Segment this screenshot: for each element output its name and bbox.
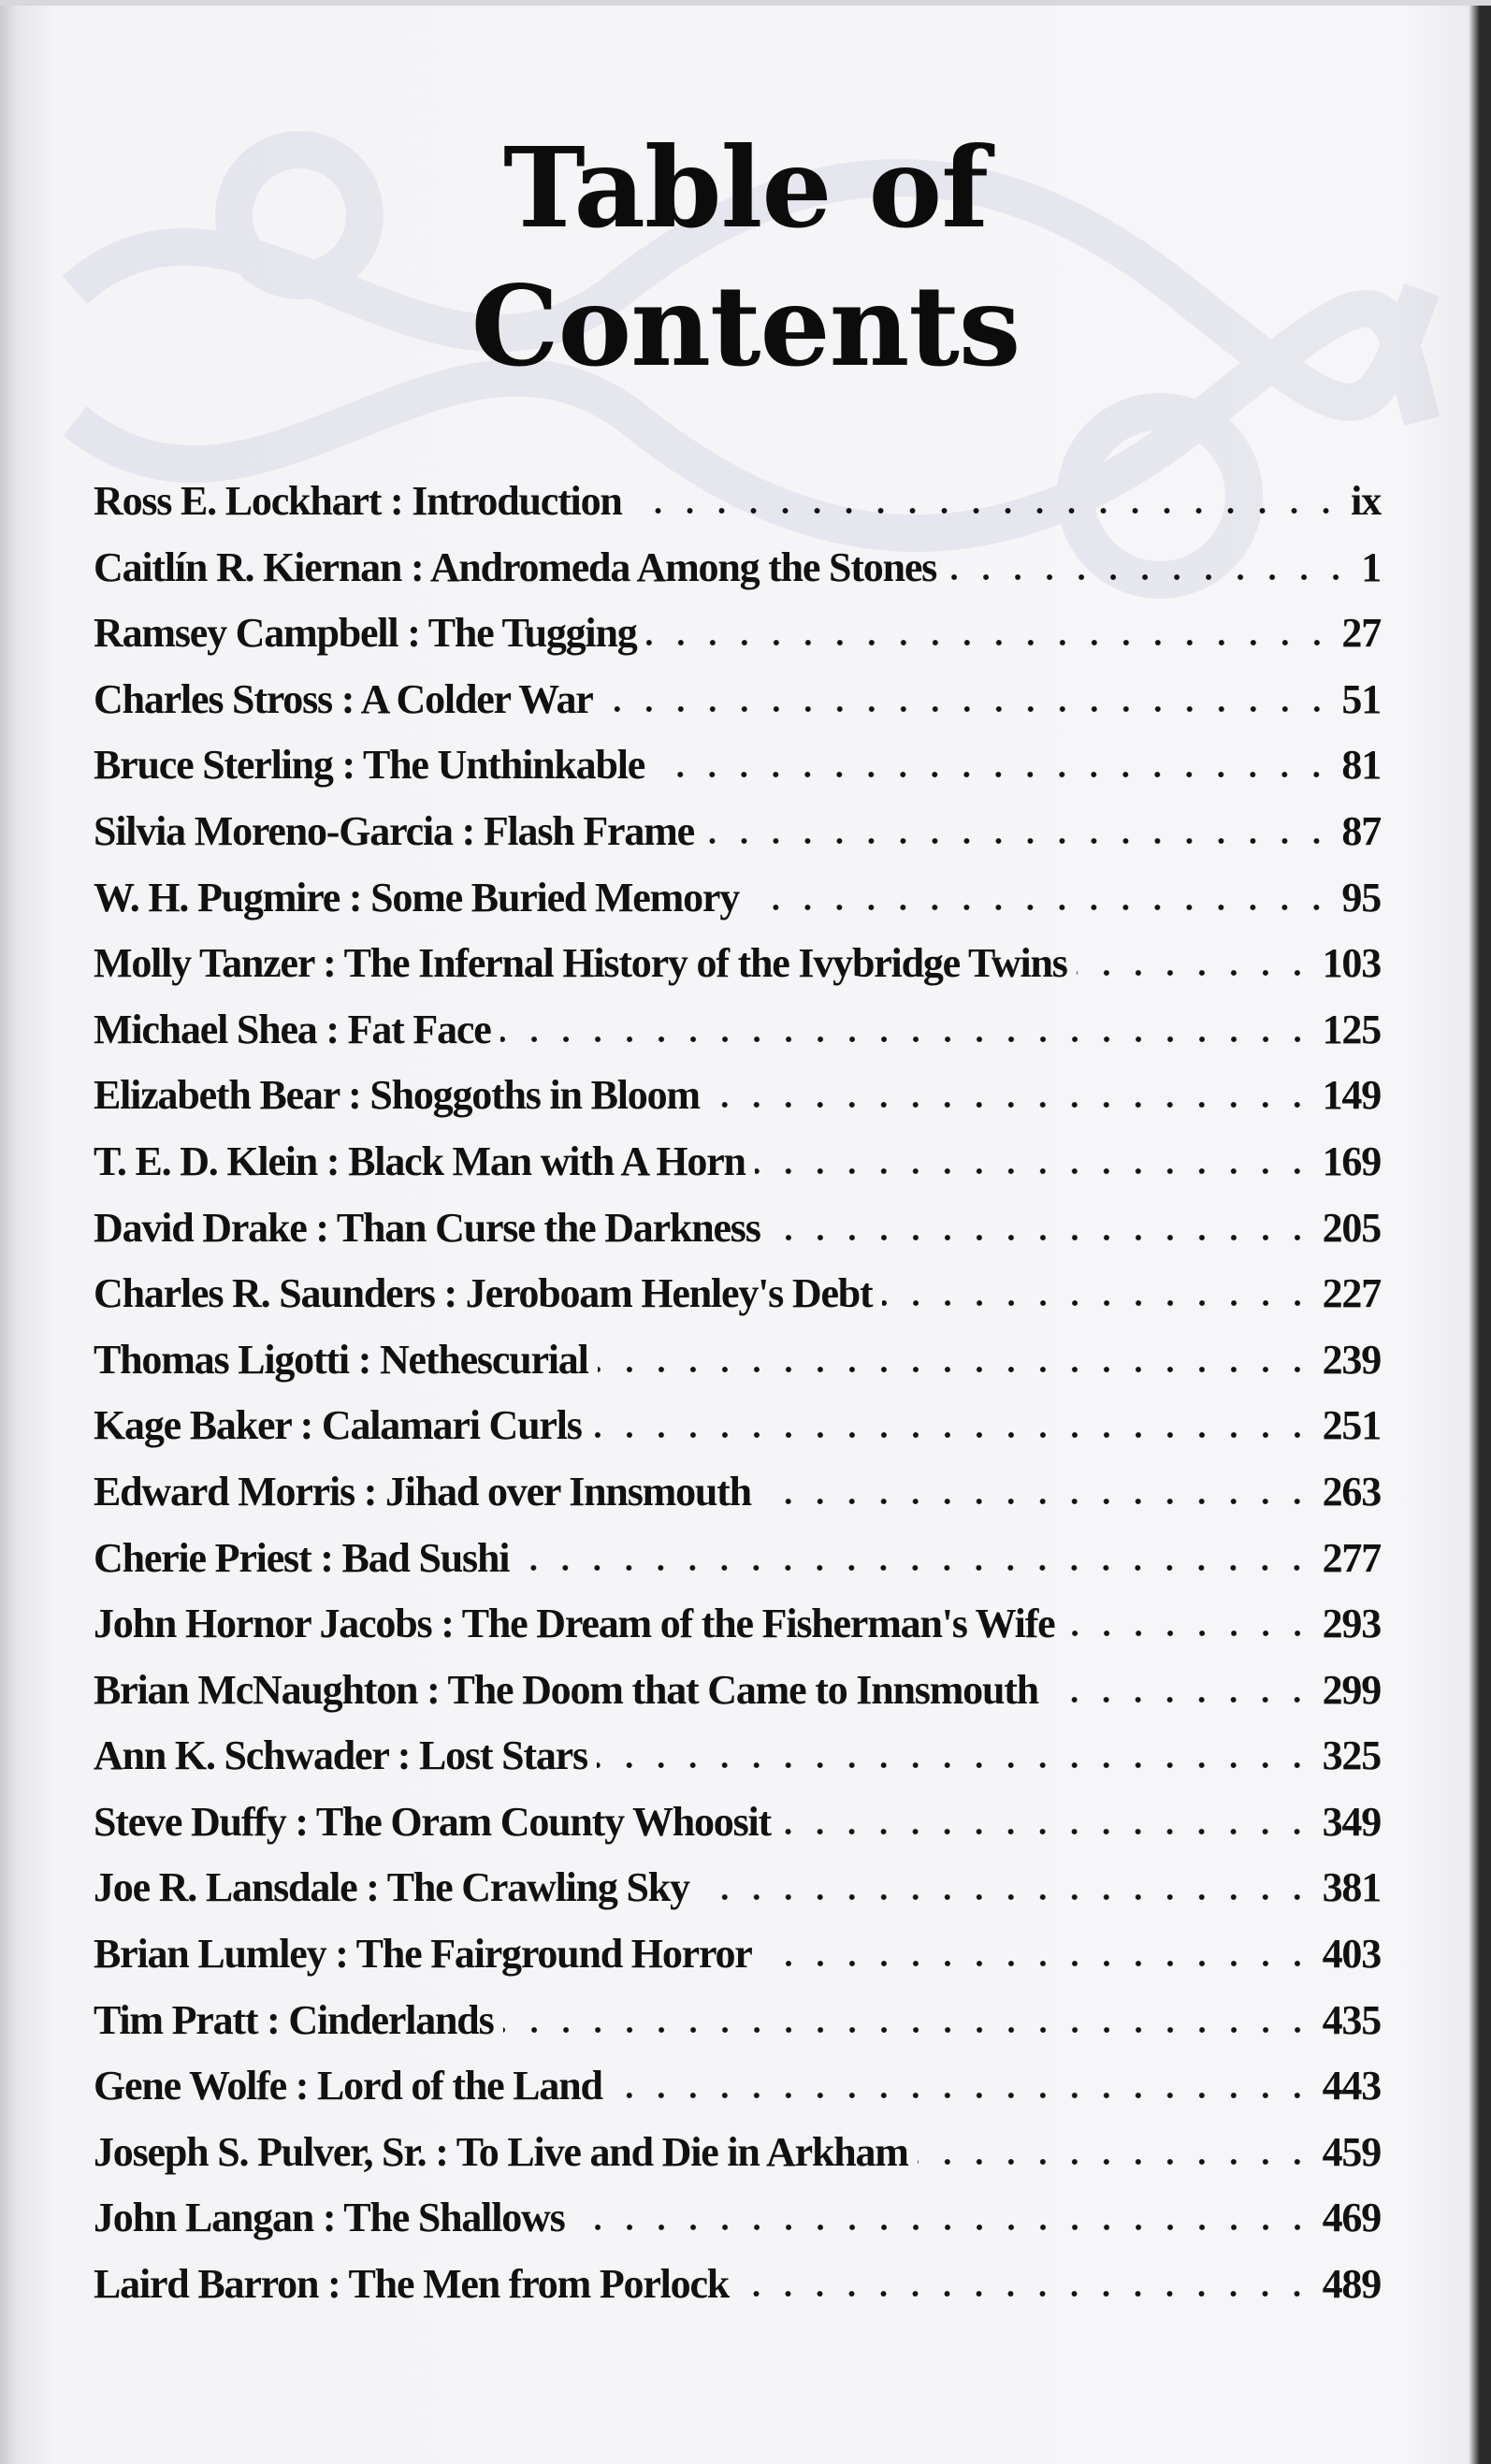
toc-story: Black Man with A Horn (348, 1138, 746, 1184)
dot-leader (1048, 1696, 1313, 1703)
toc-entry-title (94, 1600, 1055, 1647)
toc-author: Tim Pratt (94, 1996, 258, 2043)
page-title-line-2: Contents (470, 261, 1021, 391)
toc-entry (94, 1401, 1381, 1468)
toc-entry (94, 1071, 1381, 1138)
toc-page-number: ix (1351, 478, 1381, 524)
toc-author: Edward Morris (94, 1468, 355, 1515)
page-title-line-1: Table of (503, 123, 988, 253)
toc-page-number: 251 (1322, 1402, 1381, 1449)
toc-story: Fat Face (347, 1006, 491, 1052)
toc-author: Ann K. Schwader (94, 1732, 388, 1779)
toc-page-number: 149 (1322, 1072, 1381, 1119)
dot-leader (738, 2290, 1313, 2297)
toc-story: Some Buried Memory (370, 874, 740, 920)
dot-leader (1077, 969, 1313, 977)
toc-separator: : (426, 2128, 456, 2175)
toc-page-number: 277 (1322, 1534, 1381, 1581)
toc-entry-title (94, 741, 644, 789)
toc-story: The Men from Porlock (348, 2261, 730, 2308)
toc-separator: : (431, 1601, 462, 1647)
toc-page-number: 81 (1341, 742, 1381, 789)
toc-entry-title (94, 1930, 752, 1978)
toc-page-number: 403 (1322, 1931, 1381, 1978)
toc-separator: : (317, 1138, 349, 1184)
toc-author: Joseph S. Pulver, Sr. (94, 2128, 427, 2175)
toc-story: The Fairground Horror (355, 1931, 752, 1978)
toc-story: The Doom that Came to Innsmouth (447, 1666, 1038, 1713)
toc-page-number: 293 (1322, 1601, 1381, 1647)
toc-author: David Drake (94, 1204, 307, 1251)
toc-separator: : (313, 2195, 344, 2241)
toc-entry (94, 1732, 1381, 1798)
toc-author: Caitlín R. Kiernan (94, 544, 402, 590)
toc-story: Jeroboam Henley's Debt (465, 1270, 873, 1317)
toc-entry (94, 1600, 1381, 1666)
toc-entry-title (94, 1138, 746, 1185)
toc-separator: : (401, 544, 430, 590)
toc-separator: : (340, 874, 371, 920)
toc-story: The Unthinkable (362, 742, 645, 789)
toc-page-number: 87 (1341, 807, 1381, 854)
dot-leader (761, 1960, 1313, 1967)
toc-entry-title (94, 2260, 729, 2308)
dot-leader (612, 2092, 1313, 2099)
toc-entry (94, 1138, 1381, 1204)
toc-page-number: 239 (1322, 1336, 1381, 1383)
toc-page-number: 469 (1322, 2195, 1381, 2241)
toc-entry (94, 874, 1381, 940)
toc-page-number: 435 (1322, 1996, 1381, 2043)
toc-entry-title (94, 544, 936, 591)
toc-entry (94, 675, 1381, 742)
toc-entry (94, 1996, 1381, 2063)
dot-leader (780, 1828, 1313, 1835)
toc-separator: : (318, 2261, 349, 2308)
toc-story: Bad Sushi (341, 1534, 510, 1581)
toc-story: The Dream of the Fisherman's Wife (461, 1601, 1055, 1647)
toc-story: A Colder War (360, 675, 593, 722)
toc-author: Brian Lumley (94, 1931, 326, 1978)
dot-leader (770, 1234, 1313, 1241)
toc-entry (94, 1534, 1381, 1601)
dot-leader (518, 1564, 1312, 1572)
toc-page-number: 1 (1361, 544, 1381, 590)
toc-separator: : (306, 1204, 337, 1251)
toc-separator: : (434, 1270, 466, 1317)
toc-separator: : (356, 1864, 387, 1911)
toc-entry-title (94, 1996, 494, 2044)
toc-author: Kage Baker (94, 1402, 291, 1449)
dot-leader (597, 1761, 1313, 1769)
toc-entry-title (94, 609, 637, 657)
toc-story: The Shallows (343, 2195, 565, 2241)
dot-leader (760, 1498, 1313, 1505)
toc-entry (94, 807, 1381, 874)
toc-entry-title (94, 1468, 751, 1515)
dot-leader (703, 837, 1332, 845)
toc-author: Thomas Ligotti (94, 1336, 349, 1383)
toc-page-number: 51 (1341, 675, 1381, 722)
toc-author: Joe R. Lansdale (94, 1864, 357, 1911)
toc-entry-title (94, 1006, 491, 1053)
dot-leader (946, 573, 1352, 581)
toc-author: John Hornor Jacobs (94, 1601, 432, 1647)
dot-leader (500, 1036, 1313, 1043)
toc-entry (94, 1336, 1381, 1402)
toc-entry (94, 1798, 1381, 1864)
toc-author: T. E. D. Klein (94, 1138, 318, 1184)
toc-author: Ross E. Lockhart (94, 478, 382, 524)
toc-author: Molly Tanzer (94, 940, 314, 987)
toc-entry-title (94, 939, 1067, 987)
dot-leader (574, 2224, 1313, 2231)
toc-page-number: 125 (1322, 1006, 1381, 1052)
table-of-contents (94, 477, 1381, 2326)
toc-author: Charles Stross (94, 675, 332, 722)
toc-story: Shoggoths in Bloom (369, 1072, 700, 1119)
toc-separator: : (313, 940, 344, 987)
toc-entry (94, 2194, 1381, 2260)
toc-entry (94, 609, 1381, 675)
toc-page-number: 459 (1322, 2128, 1381, 2175)
dot-leader (654, 771, 1332, 778)
toc-page-number: 169 (1322, 1138, 1381, 1184)
dot-leader (748, 904, 1332, 911)
toc-separator: : (331, 675, 361, 722)
toc-entry-title (94, 874, 739, 921)
toc-story: To Live and Die in Arkham (456, 2128, 908, 2175)
toc-entry (94, 477, 1381, 544)
toc-entry-title (94, 477, 622, 525)
toc-separator: : (381, 478, 413, 524)
toc-page-number: 205 (1322, 1204, 1381, 1251)
dot-leader (591, 1431, 1313, 1439)
toc-entry (94, 1863, 1381, 1930)
toc-author: Steve Duffy (94, 1798, 286, 1845)
toc-page-number: 227 (1322, 1270, 1381, 1317)
toc-separator: : (285, 2063, 318, 2109)
dot-leader (602, 705, 1333, 713)
toc-author: Charles R. Saunders (94, 1270, 435, 1317)
dot-leader (755, 1167, 1313, 1175)
toc-page-number: 489 (1322, 2261, 1381, 2308)
toc-story: The Infernal History of the Ivybridge Twins (343, 940, 1067, 987)
toc-author: Brian McNaughton (94, 1666, 418, 1713)
dot-leader (709, 1101, 1313, 1109)
toc-author: W. H. Pugmire (94, 874, 340, 920)
toc-entry (94, 939, 1381, 1006)
toc-separator: : (332, 742, 363, 789)
toc-author: Laird Barron (94, 2261, 319, 2308)
toc-author: Silvia Moreno-Garcia (94, 807, 453, 854)
toc-entry (94, 741, 1381, 807)
toc-author: Michael Shea (94, 1006, 317, 1052)
toc-author: Gene Wolfe (94, 2063, 286, 2109)
toc-story: The Crawling Sky (386, 1864, 689, 1911)
toc-entry (94, 1269, 1381, 1336)
toc-separator: : (354, 1468, 385, 1515)
toc-author: Elizabeth Bear (94, 1072, 340, 1119)
toc-separator: : (326, 1931, 356, 1978)
toc-page-number: 95 (1341, 874, 1381, 920)
toc-story: Andromeda Among the Stones (429, 544, 937, 590)
dot-leader (503, 2026, 1313, 2034)
toc-story: Lost Stars (419, 1732, 587, 1779)
dot-leader (918, 2158, 1313, 2166)
toc-entry (94, 544, 1381, 610)
toc-entry-title (94, 1732, 587, 1779)
toc-entry-title (94, 1534, 509, 1582)
toc-page-number: 263 (1322, 1468, 1381, 1515)
toc-entry-title (94, 1269, 873, 1317)
dot-leader (699, 1893, 1313, 1901)
toc-entry-title (94, 1666, 1038, 1714)
toc-story: Jihad over Innsmouth (385, 1468, 751, 1515)
toc-story: Lord of the Land (317, 2063, 602, 2109)
toc-separator: : (257, 1996, 289, 2043)
toc-author: Ramsey Campbell (94, 610, 398, 657)
toc-author: Bruce Sterling (94, 742, 333, 789)
toc-entry-title (94, 2194, 565, 2241)
toc-page-number: 103 (1322, 940, 1381, 987)
toc-entry-title (94, 1336, 588, 1384)
toc-entry-title (94, 675, 593, 723)
toc-page-number: 349 (1322, 1798, 1381, 1845)
toc-separator: : (290, 1402, 322, 1449)
toc-entry-title (94, 1071, 700, 1119)
toc-story: Flash Frame (483, 807, 694, 854)
dot-leader (646, 639, 1333, 646)
toc-page-number: 299 (1322, 1666, 1381, 1713)
toc-entry-title (94, 1401, 582, 1449)
toc-story: The Oram County Whoosit (315, 1798, 772, 1845)
toc-entry (94, 2128, 1381, 2195)
dot-leader (598, 1366, 1313, 1373)
toc-separator: : (311, 1534, 342, 1581)
toc-entry (94, 1468, 1381, 1534)
toc-story: The Tugging (427, 610, 637, 657)
toc-page-number: 27 (1341, 610, 1381, 657)
toc-entry (94, 1666, 1381, 1732)
toc-entry-title (94, 2128, 908, 2176)
toc-entry-title (94, 2062, 602, 2109)
toc-page-number: 443 (1322, 2063, 1381, 2109)
toc-entry (94, 1930, 1381, 1996)
toc-entry (94, 1204, 1381, 1270)
toc-author: John Langan (94, 2195, 314, 2241)
toc-separator: : (387, 1732, 419, 1779)
toc-entry-title (94, 1863, 689, 1911)
toc-entry-title (94, 1798, 771, 1846)
toc-separator: : (285, 1798, 316, 1845)
dot-leader (631, 507, 1342, 515)
dot-leader (882, 1299, 1313, 1307)
toc-story: Than Curse the Darkness (336, 1204, 760, 1251)
page-top-edge (0, 0, 1491, 6)
toc-page-number: 381 (1322, 1864, 1381, 1911)
toc-author: Cherie Priest (94, 1534, 311, 1581)
toc-story: Nethescurial (379, 1336, 588, 1383)
toc-entry-title (94, 807, 694, 855)
toc-separator: : (452, 807, 484, 854)
toc-separator: : (417, 1666, 448, 1713)
toc-story: Calamari Curls (321, 1402, 582, 1449)
dot-leader (1064, 1630, 1313, 1637)
toc-story: Introduction (412, 478, 622, 524)
toc-entry (94, 2260, 1381, 2326)
toc-page-number: 325 (1322, 1732, 1381, 1779)
toc-separator: : (398, 610, 428, 657)
toc-entry (94, 1006, 1381, 1072)
toc-entry-title (94, 1204, 760, 1252)
toc-separator: : (348, 1336, 380, 1383)
toc-separator: : (339, 1072, 370, 1119)
toc-story: Cinderlands (288, 1996, 494, 2043)
toc-entry (94, 2062, 1381, 2128)
toc-separator: : (316, 1006, 348, 1052)
